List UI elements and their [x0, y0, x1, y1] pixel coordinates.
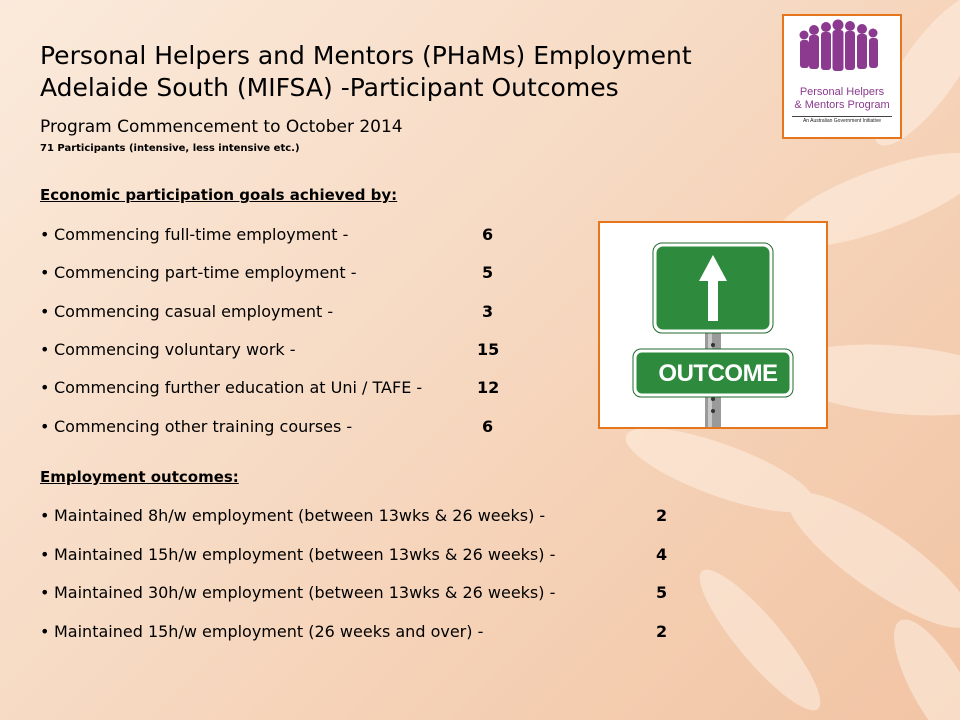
economic-item-label: Commencing further education at Uni / TAFE -	[54, 378, 423, 397]
bullet-icon: •	[40, 302, 50, 321]
bullet-icon: •	[40, 263, 50, 282]
bullet-icon: •	[40, 225, 50, 244]
bullet-icon: •	[40, 506, 50, 525]
economic-item-value: 15	[477, 340, 500, 359]
logo-text-line-2: & Mentors Program	[794, 99, 890, 111]
economic-item-label: Commencing part-time employment -	[54, 263, 357, 282]
economic-item-label: Commencing voluntary work -	[54, 340, 296, 359]
employment-item	[40, 583, 555, 603]
economic-item	[40, 417, 352, 437]
economic-item-label: Commencing other training courses -	[54, 417, 353, 436]
bullet-icon: •	[40, 545, 50, 564]
bullet-icon: •	[40, 378, 50, 397]
employment-item-value: 5	[656, 583, 668, 602]
employment-heading: Employment outcomes:	[40, 468, 239, 486]
participants-note: 71 Participants (intensive, less intensive etc.)	[40, 143, 300, 154]
outcome-sign-label: OUTCOME	[658, 360, 778, 387]
people-silhouettes-icon	[784, 16, 900, 86]
logo-text-line-1: Personal Helpers	[799, 86, 885, 98]
employment-item-label: Maintained 15h/w employment (26 weeks and over) -	[54, 622, 484, 641]
economic-item-value: 6	[482, 417, 494, 436]
bullet-icon: •	[40, 417, 50, 436]
logo-tagline-bar	[792, 116, 892, 131]
title-line-2: Adelaide South (MIFSA) -Participant Outcomes	[40, 73, 619, 102]
economic-item-value: 12	[477, 378, 500, 397]
outcome-signpost-icon	[600, 223, 826, 427]
employment-item	[40, 622, 483, 642]
economic-item-value: 5	[482, 263, 494, 282]
employment-item-label: Maintained 15h/w employment (between 13wks & 26 weeks) -	[54, 545, 556, 564]
bullet-icon: •	[40, 583, 50, 602]
economic-heading: Economic participation goals achieved by:	[40, 186, 398, 204]
employment-item-value: 2	[656, 622, 668, 641]
logo-tagline: An Australian Government Initiative	[802, 118, 882, 124]
economic-item-label: Commencing full-time employment -	[54, 225, 349, 244]
title-line-1: Personal Helpers and Mentors (PHaMs) Employment	[40, 41, 692, 70]
bullet-icon: •	[40, 340, 50, 359]
employment-item-value: 4	[656, 545, 668, 564]
economic-item-value: 3	[482, 302, 494, 321]
economic-item	[40, 225, 348, 245]
economic-item	[40, 340, 296, 360]
economic-item-label: Commencing casual employment -	[54, 302, 334, 321]
subtitle: Program Commencement to October 2014	[40, 117, 403, 137]
employment-item-value: 2	[656, 506, 668, 525]
economic-item-value: 6	[482, 225, 494, 244]
employment-item	[40, 545, 555, 565]
bullet-icon: •	[40, 622, 50, 641]
outcome-sign-image	[598, 221, 828, 429]
employment-item-label: Maintained 30h/w employment (between 13wks & 26 weeks) -	[54, 583, 556, 602]
economic-item	[40, 263, 357, 283]
phams-logo	[782, 14, 902, 139]
employment-item	[40, 506, 545, 526]
page-title	[40, 40, 692, 104]
employment-item-label: Maintained 8h/w employment (between 13wks & 26 weeks) -	[54, 506, 546, 525]
economic-item	[40, 302, 333, 322]
economic-item	[40, 378, 422, 398]
